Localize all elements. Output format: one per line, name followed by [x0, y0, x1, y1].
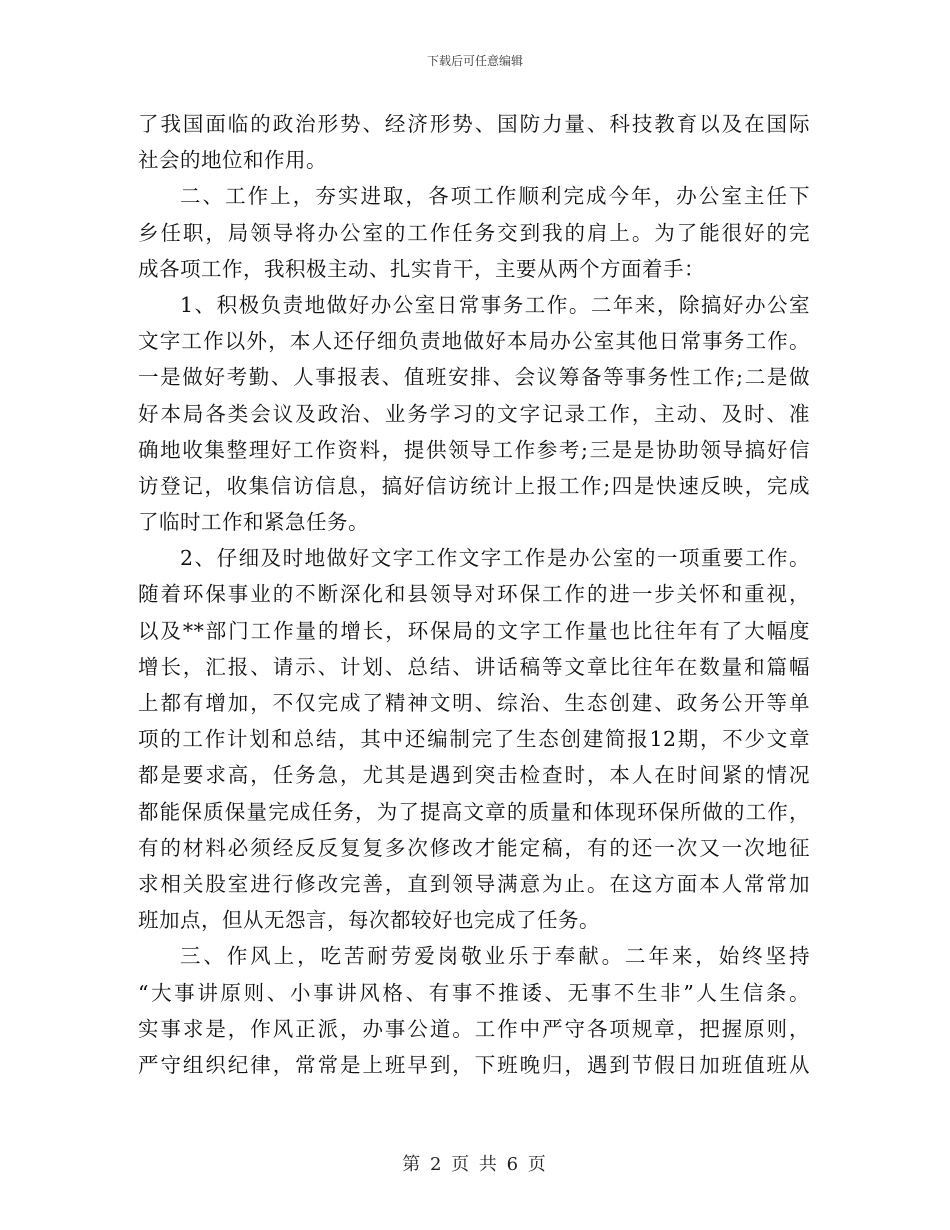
text-line: 实事求是，作风正派，办事公道。工作中严守各项规章，把握原则， [138, 1016, 810, 1041]
text-line: 一是做好考勤、人事报表、值班安排、会议筹备等事务性工作;二是做 [138, 365, 810, 390]
text-line: 二、工作上，夯实进取，各项工作顺利完成今年，办公室主任下 [180, 184, 810, 209]
body-text [138, 106, 810, 1083]
text-line: 都能保质保量完成任务，为了提高文章的质量和体现环保所做的工作， [138, 799, 810, 824]
text-line: 社会的地位和作用。 [138, 148, 327, 173]
text-line: 1、积极负责地做好办公室日常事务工作。二年来，除搞好办公室 [180, 292, 810, 317]
text-line: 好本局各类会议及政治、业务学习的文字记录工作，主动、及时、准 [138, 401, 810, 426]
text-line: 成各项工作，我积极主动、扎实肯干，主要从两个方面着手： [138, 256, 705, 281]
text-line: 了临时工作和紧急任务。 [138, 510, 369, 535]
text-line: 都是要求高，任务急，尤其是遇到突击检查时，本人在时间紧的情况 [138, 763, 810, 788]
text-line: 增长，汇报、请示、计划、总结、讲话稿等文章比往年在数量和篇幅 [138, 654, 810, 679]
text-line: 了我国面临的政治形势、经济形势、国防力量、科技教育以及在国际 [138, 112, 810, 136]
page-footer: 第 2 页 共 6 页 [402, 1154, 548, 1175]
text-line: 随着环保事业的不断深化和县领导对环保工作的进一步关怀和重视， [138, 582, 810, 607]
text-line: 求相关股室进行修改完善，直到领导满意为止。在这方面本人常常加 [138, 871, 810, 896]
text-line: 文字工作以外，本人还仔细负责地做好本局办公室其他日常事务工作。 [138, 329, 810, 354]
page-header: 下载后可任意编辑 [426, 54, 523, 68]
text-line: 项的工作计划和总结，其中还编制完了生态创建简报12期，不少文章 [138, 727, 810, 752]
text-line: 乡任职，局领导将办公室的工作任务交到我的肩上。为了能很好的完 [138, 220, 810, 245]
text-line: 以及**部门工作量的增长，环保局的文字工作量也比往年有了大幅度 [138, 618, 810, 643]
text-line: 班加点，但从无怨言，每次都较好也完成了任务。 [138, 908, 600, 933]
text-line: 访登记，收集信访信息，搞好信访统计上报工作;四是快速反映，完成 [138, 473, 810, 498]
text-line: 严守组织纪律，常常是上班早到，下班晚归，遇到节假日加班值班从 [138, 1052, 810, 1077]
text-line: 有的材料必须经反反复复多次修改才能定稿，有的还一次又一次地征 [138, 835, 810, 860]
text-line: 上都有增加，不仅完成了精神文明、综治、生态创建、政务公开等单 [138, 691, 810, 715]
text-line: 2、仔细及时地做好文字工作文字工作是办公室的一项重要工作。 [180, 546, 810, 571]
text-line: “大事讲原则、小事讲风格、有事不推诿、无事不生非”人生信条。 [138, 980, 810, 1005]
text-line: 确地收集整理好工作资料，提供领导工作参考;三是是协助领导搞好信 [138, 437, 810, 462]
text-line: 三、作风上，吃苦耐劳爱岗敬业乐于奉献。二年来，始终坚持 [180, 944, 810, 969]
